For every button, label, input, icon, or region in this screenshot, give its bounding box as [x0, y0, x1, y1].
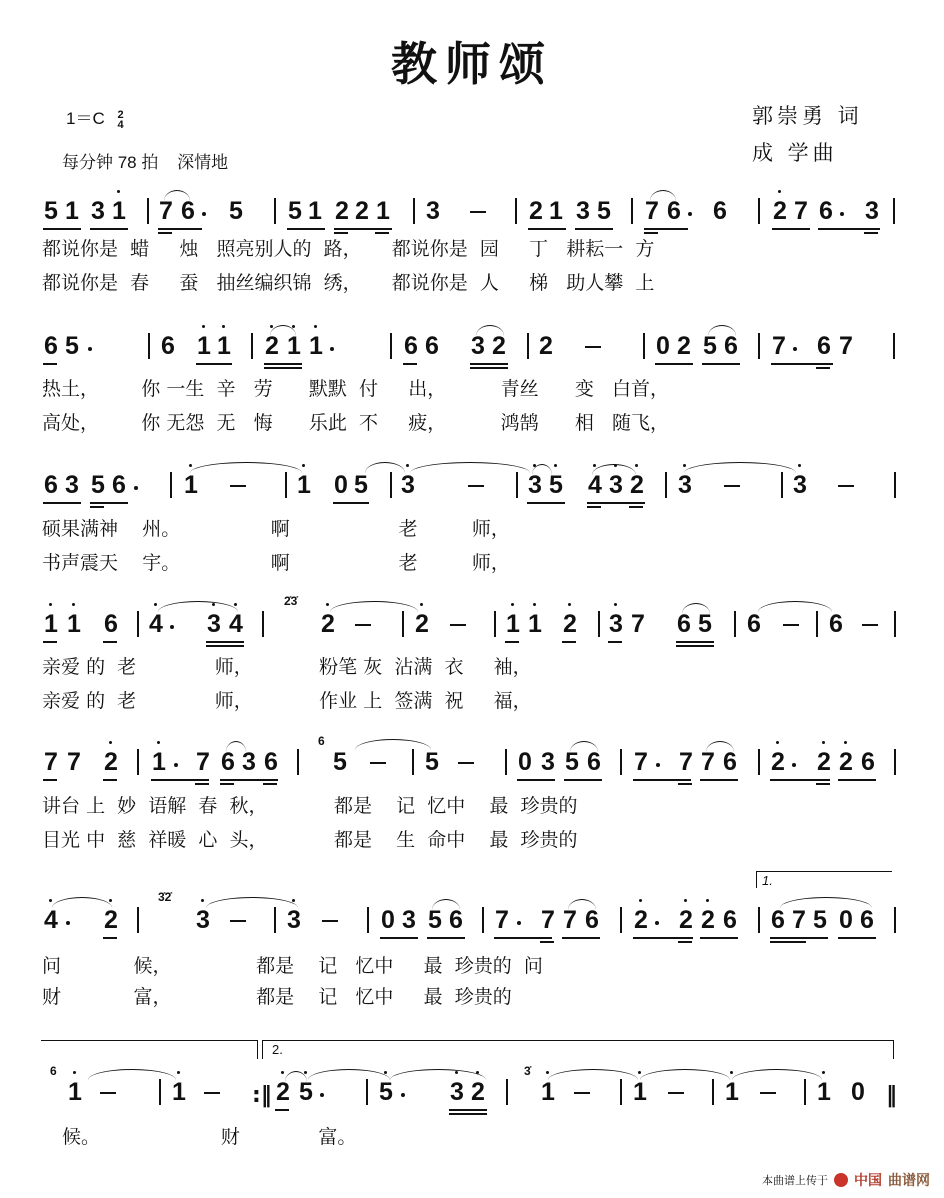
- volta-1: [756, 871, 892, 888]
- time-signature: [117, 110, 123, 130]
- lyricist: 郭崇勇 词: [752, 104, 863, 128]
- final-barline: ‖: [886, 1083, 897, 1108]
- note: 7: [159, 197, 173, 225]
- note: 1: [65, 197, 79, 225]
- tempo-line: [62, 148, 228, 173]
- volta-2: [262, 1040, 894, 1059]
- song-title: 教师颂: [391, 37, 553, 91]
- notation-row-4: 1 1 6 4 3 4 2̇3̇ 2 2 1 1 2 3 7 6 5 6 6: [0, 609, 944, 649]
- time-denominator: 4: [117, 118, 124, 131]
- lyrics-verse-1: 亲爱 的 老 师， 粉笔 灰 沾满 衣 袖，: [42, 656, 532, 678]
- grace-note: 6: [318, 734, 325, 748]
- brand-name-b: 曲谱网: [888, 1173, 930, 1189]
- volta-1-continuation: [41, 1040, 258, 1059]
- note: 3: [91, 197, 105, 225]
- lyrics-verse-1: 讲台 上 妙 语解 春 秋， 都是 记 忆中 最 珍贵的: [42, 795, 578, 817]
- grace-notes: 2̇3̇: [284, 594, 298, 608]
- composer: 成 学曲: [752, 141, 838, 165]
- notation-row-2: 6 5 6 1 1 2 1 1 6 6 3 2 2 0 2 5 6 7 6 7: [0, 331, 944, 371]
- notation-row-1: 5 1 3 1 7 6 5 5 1 2 2 1 3 2 1 3 5 7 6 6 2 7 6 3: [0, 196, 944, 236]
- logo-icon: [834, 1173, 848, 1187]
- notation-row-7: 6 1 1 :‖ 2 5 5 3 2 3̇ 1 1 1 1 0 ‖: [0, 1077, 944, 1117]
- lyrics-verse-2: 目光 中 慈 祥暖 心 头， 都是 生 命中 最 珍贵的: [42, 829, 578, 851]
- grace-note: 6: [50, 1064, 57, 1078]
- notation-row-5: 7 7 2 1 7 6 3 6 6 5 5 0 3 5 6 7 7 7 6 2 2 2 6: [0, 747, 944, 787]
- notation-row-3: 6 3 5 6 1 1 0 5 3 3 5 4 3 2 3 3: [0, 470, 944, 510]
- key-signature: [66, 104, 124, 130]
- lyrics-verse-2: 亲爱 的 老 师， 作业 上 签满 祝 福，: [42, 690, 532, 712]
- lyrics-verse-2: 书声震天 宇。 啊 老 师，: [42, 552, 510, 574]
- key: 1＝C: [66, 109, 105, 128]
- grace-note: 3̇: [524, 1064, 531, 1078]
- volta-2-label: 2.: [272, 1042, 283, 1057]
- note: 5: [44, 197, 58, 225]
- time-numerator: 2: [117, 108, 124, 121]
- expression: 深情地: [177, 153, 229, 172]
- lyrics-verse-1: 硕果满神 州。 啊 老 师，: [42, 518, 510, 540]
- lyrics-verse-2: 都说你是 春 蚕 抽丝编织锦 绣， 都说你是 人 梯 助人攀 上: [42, 272, 655, 294]
- note: 1: [111, 196, 127, 226]
- lyrics-verse-1: 问 候， 都是 记 忆中 最 珍贵的 问: [42, 955, 543, 977]
- volta-1-label: 1.: [762, 873, 773, 888]
- repeat-end-sign: :‖: [252, 1083, 272, 1108]
- lyrics-verse-2: 财 富， 都是 记 忆中 最 珍贵的: [42, 986, 512, 1008]
- grace-notes: 3̇2̇: [158, 890, 172, 904]
- upload-text: 本曲谱上传于: [762, 1174, 828, 1187]
- note: 5: [229, 197, 243, 225]
- tempo: 每分钟 78 拍: [62, 153, 159, 172]
- lyrics-verse-1: 热土， 你 一生 辛 劳 默默 付 出， 青丝 变 白首，: [42, 378, 669, 400]
- notation-row-6: 4 2 3̇2̇ 3 3 0 3 5 6 7 7 7 6 2 2 2 6 6 7 5 0 6: [0, 905, 944, 945]
- lyrics-verse-1: 都说你是 蜡 烛 照亮别人的 路， 都说你是 园 丁 耕耘一 方: [42, 238, 655, 260]
- brand-name-a: 中国: [854, 1173, 882, 1189]
- lyrics-verse-1: 候。 财 富。: [62, 1126, 357, 1148]
- lyrics-verse-2: 高处， 你 无怨 无 悔 乐此 不 疲， 鸿鹄 相 随飞，: [42, 412, 669, 434]
- note: 6: [181, 197, 195, 225]
- footer-watermark: [762, 1170, 930, 1190]
